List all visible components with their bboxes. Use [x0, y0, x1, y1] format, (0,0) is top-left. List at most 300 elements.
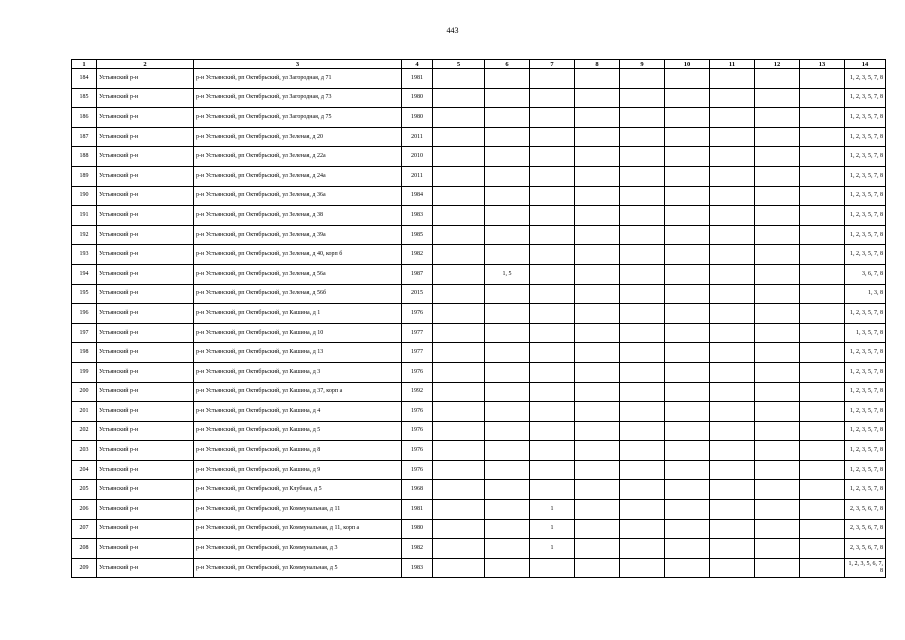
- row-number-cell: 196: [72, 304, 97, 324]
- year-cell: 1983: [402, 206, 433, 226]
- year-cell: 1981: [402, 500, 433, 520]
- col11-cell: [710, 304, 755, 324]
- col9-cell: [620, 402, 665, 422]
- col9-cell: [620, 382, 665, 402]
- col5-cell: [433, 500, 485, 520]
- col14-cell: 1, 3, 8: [845, 284, 886, 304]
- table-row: [72, 284, 886, 304]
- year-cell: 2011: [402, 127, 433, 147]
- address-cell: р-н Устьянский, рп Октябрьский, ул Загородная, д 75: [194, 108, 402, 128]
- col13-cell: [800, 186, 845, 206]
- col13-cell: [800, 88, 845, 108]
- table-row: [72, 323, 886, 343]
- col14-cell: 1, 2, 3, 5, 7, 8: [845, 127, 886, 147]
- col7-cell: [530, 127, 575, 147]
- table-row: [72, 500, 886, 520]
- col9-cell: [620, 480, 665, 500]
- col13-cell: [800, 108, 845, 128]
- col7-cell: [530, 245, 575, 265]
- district-cell: Устьянский р-н: [97, 186, 194, 206]
- col8-cell: [575, 245, 620, 265]
- address-cell: р-н Устьянский, рп Октябрьский, ул Зеленая, д 22а: [194, 147, 402, 167]
- district-cell: Устьянский р-н: [97, 480, 194, 500]
- col5-cell: [433, 264, 485, 284]
- col12-cell: [755, 245, 800, 265]
- col10-cell: [665, 108, 710, 128]
- col11-cell: [710, 186, 755, 206]
- col7-cell: [530, 402, 575, 422]
- column-header-3: 3: [194, 60, 402, 69]
- year-cell: 1980: [402, 88, 433, 108]
- table-row: [72, 480, 886, 500]
- col8-cell: [575, 166, 620, 186]
- col12-cell: [755, 343, 800, 363]
- col7-cell: [530, 460, 575, 480]
- col10-cell: [665, 558, 710, 578]
- col5-cell: [433, 69, 485, 89]
- col6-cell: [485, 88, 530, 108]
- col14-cell: 1, 2, 3, 5, 7, 8: [845, 206, 886, 226]
- col9-cell: [620, 500, 665, 520]
- col6-cell: [485, 402, 530, 422]
- address-cell: р-н Устьянский, рп Октябрьский, ул Зеленая, д 56а: [194, 264, 402, 284]
- col10-cell: [665, 500, 710, 520]
- table-row: [72, 88, 886, 108]
- col13-cell: [800, 421, 845, 441]
- col6-cell: [485, 206, 530, 226]
- address-cell: р-н Устьянский, рп Октябрьский, ул Кашина, д 9: [194, 460, 402, 480]
- col12-cell: [755, 539, 800, 559]
- col13-cell: [800, 69, 845, 89]
- col9-cell: [620, 284, 665, 304]
- col10-cell: [665, 362, 710, 382]
- col8-cell: [575, 186, 620, 206]
- col14-cell: 1, 2, 3, 5, 7, 8: [845, 186, 886, 206]
- district-cell: Устьянский р-н: [97, 245, 194, 265]
- col13-cell: [800, 558, 845, 578]
- col6-cell: [485, 304, 530, 324]
- col5-cell: [433, 127, 485, 147]
- year-cell: 1977: [402, 323, 433, 343]
- col13-cell: [800, 362, 845, 382]
- row-number-cell: 189: [72, 166, 97, 186]
- col8-cell: [575, 284, 620, 304]
- col14-cell: 1, 2, 3, 5, 7, 8: [845, 343, 886, 363]
- col11-cell: [710, 519, 755, 539]
- col11-cell: [710, 166, 755, 186]
- col5-cell: [433, 362, 485, 382]
- col12-cell: [755, 127, 800, 147]
- col6-cell: [485, 500, 530, 520]
- col14-cell: 1, 2, 3, 5, 7, 8: [845, 460, 886, 480]
- col14-cell: 1, 3, 5, 7, 8: [845, 323, 886, 343]
- table-row: [72, 460, 886, 480]
- table-row: [72, 519, 886, 539]
- table-row: [72, 343, 886, 363]
- table-row: [72, 186, 886, 206]
- table-row: [72, 382, 886, 402]
- col6-cell: [485, 323, 530, 343]
- row-number-cell: 191: [72, 206, 97, 226]
- col5-cell: [433, 382, 485, 402]
- col8-cell: [575, 519, 620, 539]
- address-cell: р-н Устьянский, рп Октябрьский, ул Зеленая, д 20: [194, 127, 402, 147]
- row-number-cell: 188: [72, 147, 97, 167]
- col11-cell: [710, 441, 755, 461]
- col11-cell: [710, 480, 755, 500]
- year-cell: 1976: [402, 441, 433, 461]
- col6-cell: [485, 108, 530, 128]
- col13-cell: [800, 245, 845, 265]
- row-number-cell: 199: [72, 362, 97, 382]
- header-row: [72, 60, 886, 69]
- col10-cell: [665, 323, 710, 343]
- col11-cell: [710, 382, 755, 402]
- district-cell: Устьянский р-н: [97, 382, 194, 402]
- col8-cell: [575, 539, 620, 559]
- col10-cell: [665, 519, 710, 539]
- col8-cell: [575, 382, 620, 402]
- district-cell: Устьянский р-н: [97, 284, 194, 304]
- col13-cell: [800, 382, 845, 402]
- col7-cell: 1: [530, 519, 575, 539]
- address-cell: р-н Устьянский, рп Октябрьский, ул Кашина, д 3: [194, 362, 402, 382]
- col12-cell: [755, 206, 800, 226]
- row-number-cell: 201: [72, 402, 97, 422]
- row-number-cell: 204: [72, 460, 97, 480]
- col12-cell: [755, 147, 800, 167]
- col8-cell: [575, 323, 620, 343]
- address-cell: р-н Устьянский, рп Октябрьский, ул Клубная, д 5: [194, 480, 402, 500]
- col7-cell: [530, 558, 575, 578]
- col13-cell: [800, 264, 845, 284]
- col10-cell: [665, 382, 710, 402]
- column-header-11: 11: [710, 60, 755, 69]
- row-number-cell: 206: [72, 500, 97, 520]
- year-cell: 1976: [402, 304, 433, 324]
- row-number-cell: 184: [72, 69, 97, 89]
- district-cell: Устьянский р-н: [97, 500, 194, 520]
- col7-cell: [530, 69, 575, 89]
- col10-cell: [665, 147, 710, 167]
- row-number-cell: 194: [72, 264, 97, 284]
- col8-cell: [575, 147, 620, 167]
- district-cell: Устьянский р-н: [97, 127, 194, 147]
- district-cell: Устьянский р-н: [97, 304, 194, 324]
- district-cell: Устьянский р-н: [97, 225, 194, 245]
- col9-cell: [620, 304, 665, 324]
- district-cell: Устьянский р-н: [97, 519, 194, 539]
- col9-cell: [620, 323, 665, 343]
- col7-cell: [530, 421, 575, 441]
- year-cell: 1981: [402, 69, 433, 89]
- col12-cell: [755, 500, 800, 520]
- district-cell: Устьянский р-н: [97, 323, 194, 343]
- col11-cell: [710, 127, 755, 147]
- col9-cell: [620, 127, 665, 147]
- col14-cell: 2, 3, 5, 6, 7, 8: [845, 519, 886, 539]
- col14-cell: 1, 2, 3, 5, 7, 8: [845, 88, 886, 108]
- district-cell: Устьянский р-н: [97, 108, 194, 128]
- col8-cell: [575, 206, 620, 226]
- col13-cell: [800, 304, 845, 324]
- col10-cell: [665, 284, 710, 304]
- col7-cell: [530, 343, 575, 363]
- year-cell: 1976: [402, 421, 433, 441]
- col6-cell: [485, 362, 530, 382]
- row-number-cell: 186: [72, 108, 97, 128]
- col14-cell: 1, 2, 3, 5, 7, 8: [845, 421, 886, 441]
- col8-cell: [575, 225, 620, 245]
- col6-cell: [485, 186, 530, 206]
- col11-cell: [710, 500, 755, 520]
- column-header-6: 6: [485, 60, 530, 69]
- col12-cell: [755, 108, 800, 128]
- col14-cell: 1, 2, 3, 5, 7, 8: [845, 108, 886, 128]
- district-cell: Устьянский р-н: [97, 343, 194, 363]
- district-cell: Устьянский р-н: [97, 460, 194, 480]
- col12-cell: [755, 186, 800, 206]
- table-row: [72, 147, 886, 167]
- col5-cell: [433, 539, 485, 559]
- col7-cell: [530, 480, 575, 500]
- col14-cell: 1, 2, 3, 5, 7, 8: [845, 245, 886, 265]
- row-number-cell: 207: [72, 519, 97, 539]
- col12-cell: [755, 519, 800, 539]
- col11-cell: [710, 323, 755, 343]
- col10-cell: [665, 264, 710, 284]
- col10-cell: [665, 441, 710, 461]
- col5-cell: [433, 519, 485, 539]
- year-cell: 2010: [402, 147, 433, 167]
- col5-cell: [433, 402, 485, 422]
- col12-cell: [755, 304, 800, 324]
- col6-cell: [485, 519, 530, 539]
- col12-cell: [755, 264, 800, 284]
- col9-cell: [620, 264, 665, 284]
- col5-cell: [433, 558, 485, 578]
- address-cell: р-н Устьянский, рп Октябрьский, ул Кашина, д 4: [194, 402, 402, 422]
- col5-cell: [433, 323, 485, 343]
- col13-cell: [800, 127, 845, 147]
- address-cell: р-н Устьянский, рп Октябрьский, ул Коммунальная, д 3: [194, 539, 402, 559]
- col10-cell: [665, 225, 710, 245]
- col9-cell: [620, 539, 665, 559]
- col13-cell: [800, 147, 845, 167]
- col7-cell: [530, 304, 575, 324]
- col6-cell: [485, 225, 530, 245]
- year-cell: 1982: [402, 245, 433, 265]
- col9-cell: [620, 88, 665, 108]
- col5-cell: [433, 186, 485, 206]
- col10-cell: [665, 245, 710, 265]
- col5-cell: [433, 88, 485, 108]
- col6-cell: [485, 147, 530, 167]
- col12-cell: [755, 69, 800, 89]
- district-cell: Устьянский р-н: [97, 402, 194, 422]
- column-header-2: 2: [97, 60, 194, 69]
- year-cell: 1976: [402, 362, 433, 382]
- address-cell: р-н Устьянский, рп Октябрьский, ул Кашина, д 8: [194, 441, 402, 461]
- col11-cell: [710, 284, 755, 304]
- col7-cell: [530, 382, 575, 402]
- table-body: [72, 69, 886, 578]
- col11-cell: [710, 147, 755, 167]
- col8-cell: [575, 127, 620, 147]
- col7-cell: 1: [530, 539, 575, 559]
- row-number-cell: 185: [72, 88, 97, 108]
- col14-cell: 1, 2, 3, 5, 7, 8: [845, 402, 886, 422]
- col11-cell: [710, 421, 755, 441]
- col8-cell: [575, 441, 620, 461]
- year-cell: 1977: [402, 343, 433, 363]
- col7-cell: [530, 264, 575, 284]
- year-cell: 1992: [402, 382, 433, 402]
- row-number-cell: 200: [72, 382, 97, 402]
- table-row: [72, 362, 886, 382]
- col6-cell: [485, 480, 530, 500]
- table-row: [72, 206, 886, 226]
- col12-cell: [755, 421, 800, 441]
- table-row: [72, 127, 886, 147]
- col13-cell: [800, 206, 845, 226]
- col11-cell: [710, 108, 755, 128]
- col10-cell: [665, 304, 710, 324]
- col10-cell: [665, 460, 710, 480]
- col8-cell: [575, 480, 620, 500]
- year-cell: 1968: [402, 480, 433, 500]
- row-number-cell: 192: [72, 225, 97, 245]
- col10-cell: [665, 127, 710, 147]
- year-cell: 1987: [402, 264, 433, 284]
- address-cell: р-н Устьянский, рп Октябрьский, ул Кашина, д 10: [194, 323, 402, 343]
- column-header-4: 4: [402, 60, 433, 69]
- col13-cell: [800, 519, 845, 539]
- col8-cell: [575, 558, 620, 578]
- col6-cell: [485, 558, 530, 578]
- col11-cell: [710, 69, 755, 89]
- col9-cell: [620, 519, 665, 539]
- col5-cell: [433, 304, 485, 324]
- col9-cell: [620, 166, 665, 186]
- year-cell: 1980: [402, 108, 433, 128]
- col14-cell: 1, 2, 3, 5, 7, 8: [845, 362, 886, 382]
- column-header-9: 9: [620, 60, 665, 69]
- col12-cell: [755, 460, 800, 480]
- col7-cell: [530, 206, 575, 226]
- column-header-12: 12: [755, 60, 800, 69]
- column-header-7: 7: [530, 60, 575, 69]
- col7-cell: [530, 284, 575, 304]
- row-number-cell: 198: [72, 343, 97, 363]
- column-header-10: 10: [665, 60, 710, 69]
- address-cell: р-н Устьянский, рп Октябрьский, ул Зеленая, д 56б: [194, 284, 402, 304]
- row-number-cell: 202: [72, 421, 97, 441]
- table-row: [72, 166, 886, 186]
- col10-cell: [665, 402, 710, 422]
- col5-cell: [433, 206, 485, 226]
- col11-cell: [710, 362, 755, 382]
- col12-cell: [755, 225, 800, 245]
- col7-cell: [530, 186, 575, 206]
- col13-cell: [800, 539, 845, 559]
- col11-cell: [710, 225, 755, 245]
- col6-cell: [485, 382, 530, 402]
- col12-cell: [755, 362, 800, 382]
- table-row: [72, 402, 886, 422]
- table-row: [72, 264, 886, 284]
- col13-cell: [800, 225, 845, 245]
- col12-cell: [755, 166, 800, 186]
- col14-cell: 1, 2, 3, 5, 7, 8: [845, 147, 886, 167]
- row-number-cell: 205: [72, 480, 97, 500]
- address-cell: р-н Устьянский, рп Октябрьский, ул Зеленая, д 36а: [194, 186, 402, 206]
- col6-cell: [485, 441, 530, 461]
- col10-cell: [665, 88, 710, 108]
- col8-cell: [575, 69, 620, 89]
- col11-cell: [710, 558, 755, 578]
- col14-cell: 1, 2, 3, 5, 7, 8: [845, 166, 886, 186]
- col10-cell: [665, 539, 710, 559]
- table-row: [72, 108, 886, 128]
- col7-cell: [530, 225, 575, 245]
- column-header-5: 5: [433, 60, 485, 69]
- col9-cell: [620, 421, 665, 441]
- col5-cell: [433, 108, 485, 128]
- address-cell: р-н Устьянский, рп Октябрьский, ул Зеленая, д 38: [194, 206, 402, 226]
- col6-cell: [485, 127, 530, 147]
- col13-cell: [800, 343, 845, 363]
- address-cell: р-н Устьянский, рп Октябрьский, ул Зеленая, д 24а: [194, 166, 402, 186]
- col13-cell: [800, 500, 845, 520]
- col8-cell: [575, 264, 620, 284]
- district-cell: Устьянский р-н: [97, 539, 194, 559]
- col11-cell: [710, 460, 755, 480]
- col10-cell: [665, 186, 710, 206]
- col7-cell: 1: [530, 500, 575, 520]
- address-cell: р-н Устьянский, рп Октябрьский, ул Кашина, д 1: [194, 304, 402, 324]
- col9-cell: [620, 245, 665, 265]
- address-cell: р-н Устьянский, рп Октябрьский, ул Коммунальная, д 11: [194, 500, 402, 520]
- col14-cell: 1, 2, 3, 5, 6, 7, 8: [845, 558, 886, 578]
- col5-cell: [433, 245, 485, 265]
- col13-cell: [800, 284, 845, 304]
- col8-cell: [575, 304, 620, 324]
- col7-cell: [530, 323, 575, 343]
- table-header: [72, 60, 886, 69]
- row-number-cell: 208: [72, 539, 97, 559]
- col6-cell: 1, 5: [485, 264, 530, 284]
- row-number-cell: 209: [72, 558, 97, 578]
- row-number-cell: 190: [72, 186, 97, 206]
- col10-cell: [665, 421, 710, 441]
- column-header-1: 1: [72, 60, 97, 69]
- col10-cell: [665, 480, 710, 500]
- col6-cell: [485, 421, 530, 441]
- col14-cell: 1, 2, 3, 5, 7, 8: [845, 69, 886, 89]
- col9-cell: [620, 108, 665, 128]
- table-row: [72, 558, 886, 578]
- col12-cell: [755, 382, 800, 402]
- col6-cell: [485, 343, 530, 363]
- col13-cell: [800, 323, 845, 343]
- col14-cell: 1, 2, 3, 5, 7, 8: [845, 304, 886, 324]
- col6-cell: [485, 166, 530, 186]
- row-number-cell: 187: [72, 127, 97, 147]
- col9-cell: [620, 225, 665, 245]
- col7-cell: [530, 166, 575, 186]
- year-cell: 1983: [402, 558, 433, 578]
